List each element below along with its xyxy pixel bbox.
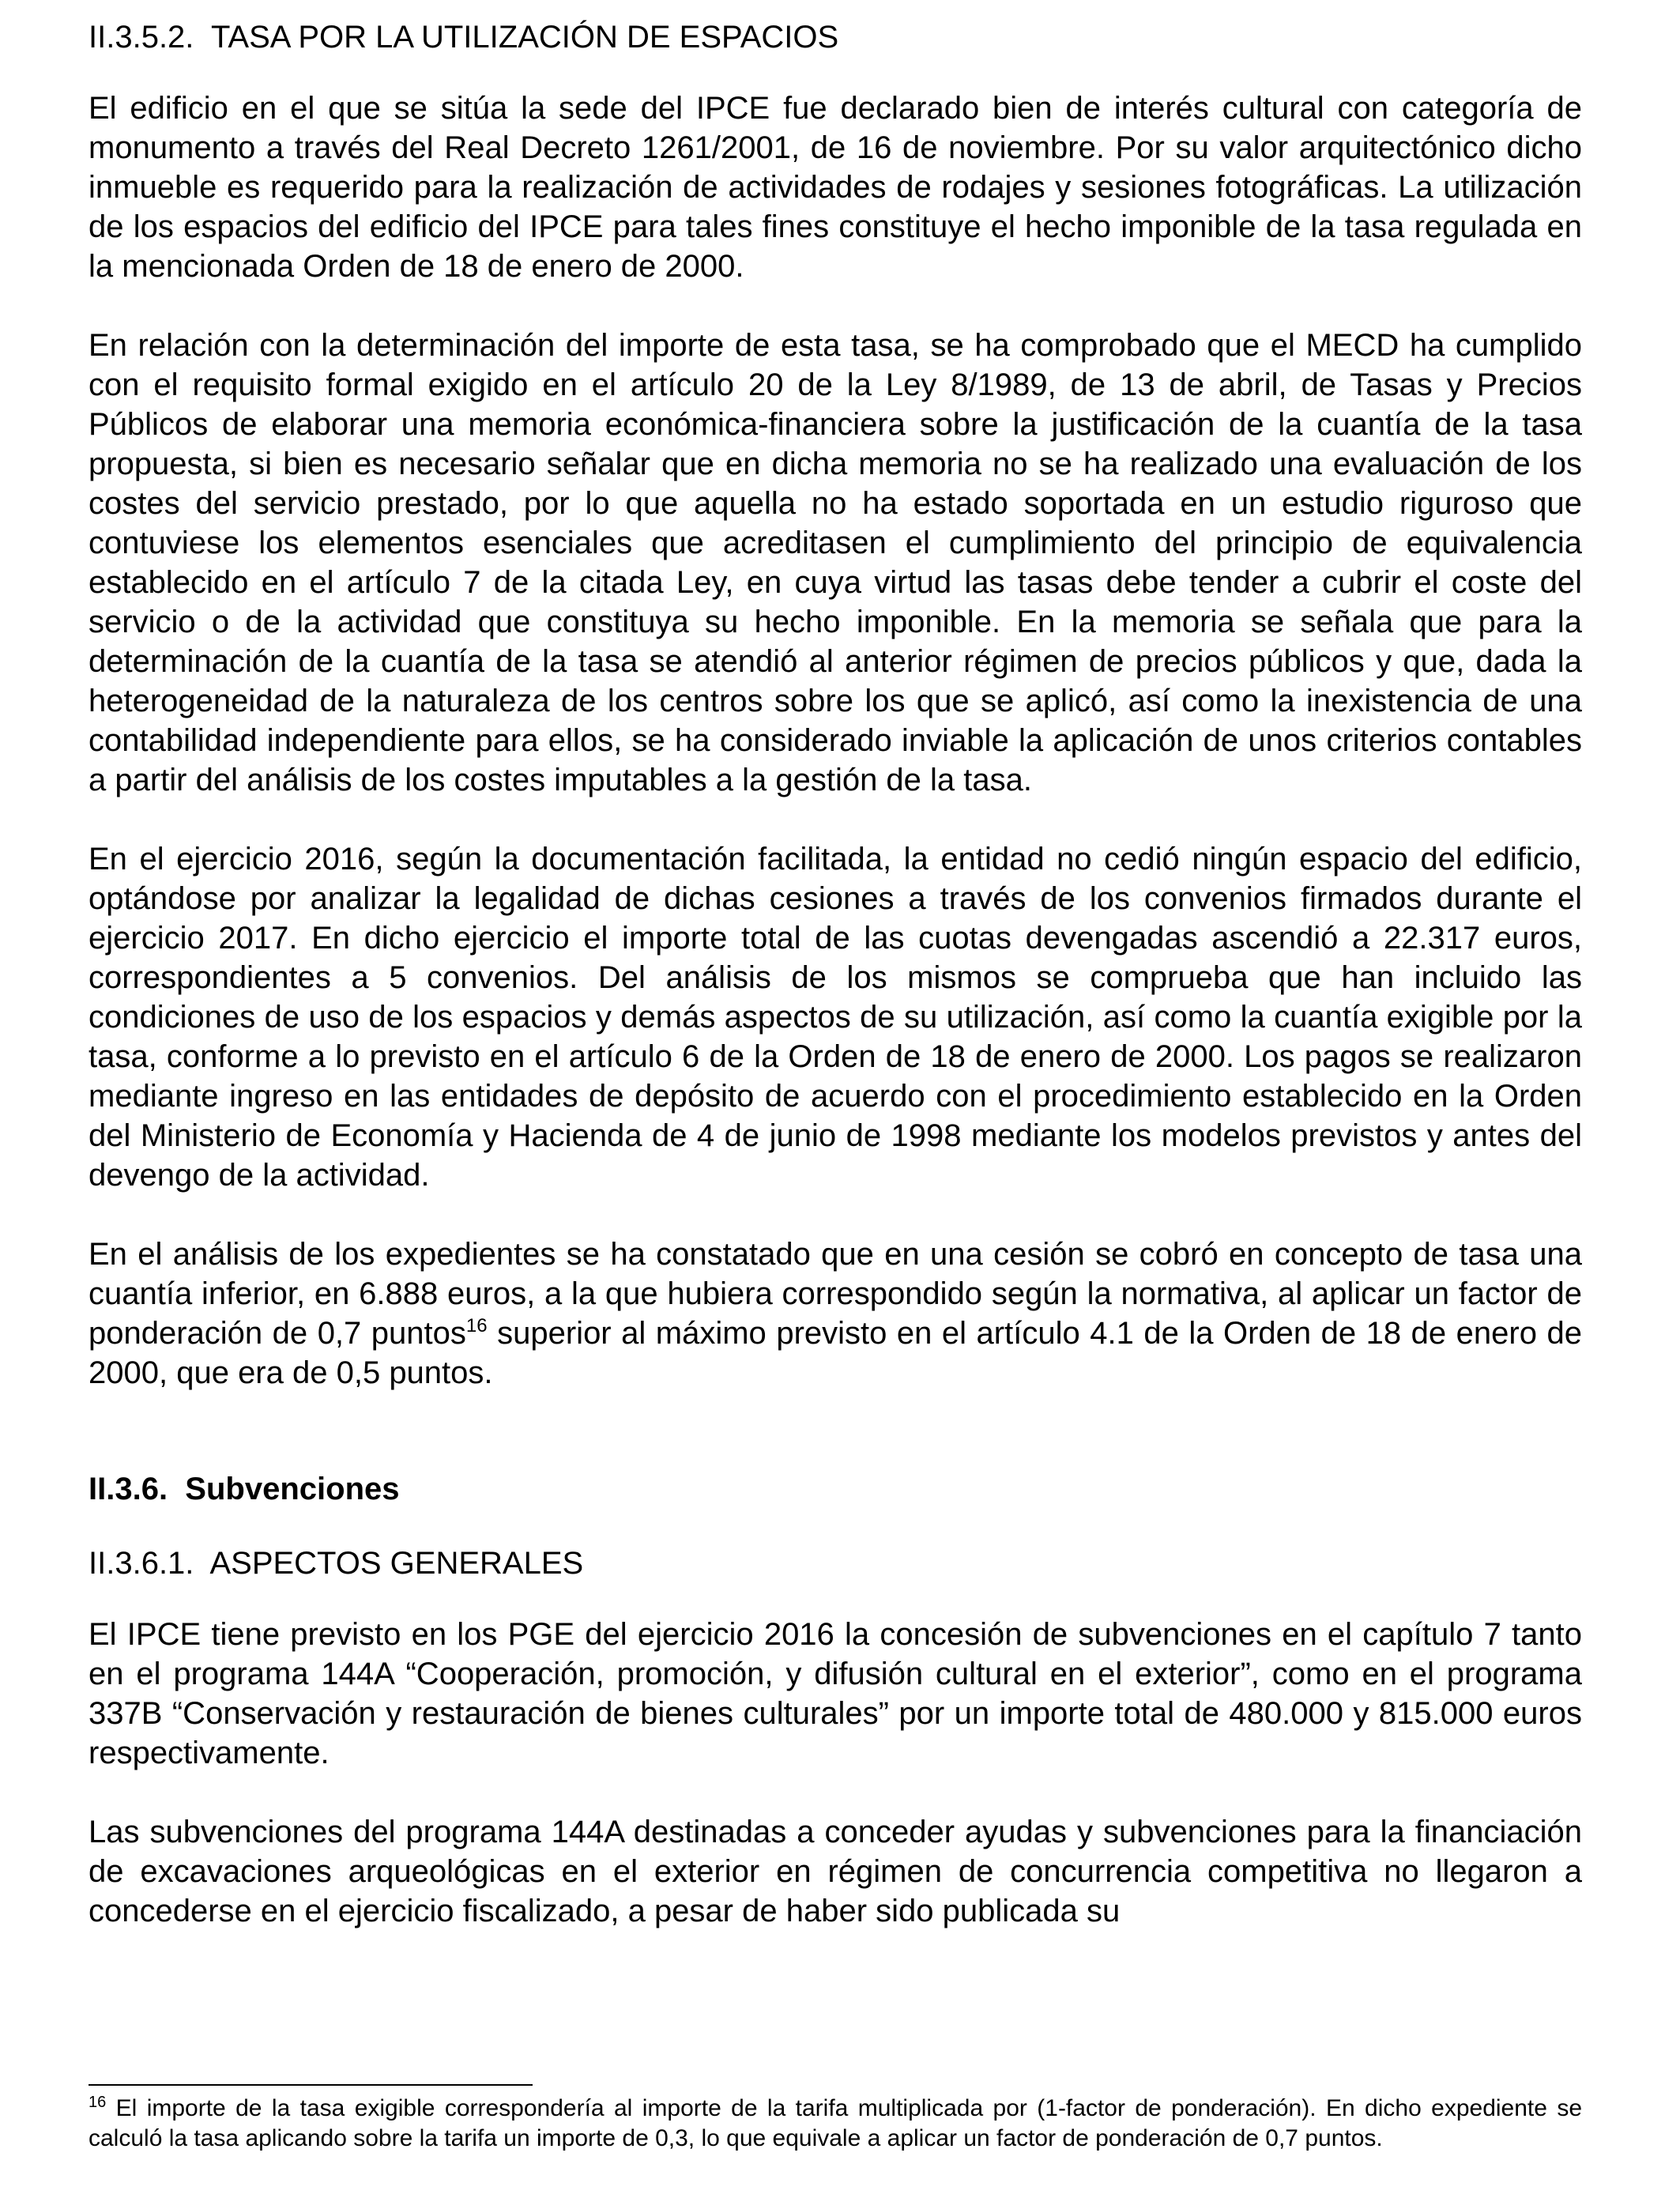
paragraph-fee-amount-determination: En relación con la determinación del importe de esta tasa, se ha comprobado que el MECD ha cumplido con el requisito formal exigido en el artículo 20 de la Ley 8/1989, de 13 de abril, de Tasas y Precios Públicos de elaborar una memoria económica-financiera sobre la justificación de la cuantía de la tasa propuesta, si bien es necesario señalar que en dicha memoria no se ha realizado una evaluación de los costes del servicio prestado, por lo que aquella no ha estado soportada en un estudio riguroso que contuviese los elementos esenciales que acreditasen el cumplimiento del principio de equivalencia establecido en el artículo 7 de la citada Ley, en cuya virtud las tasas debe tender a cubrir el coste del servicio o de la actividad que constituya su hecho imponible. En la memoria se señala que para la determinación de la cuantía de la tasa se atendió al anterior régimen de precios públicos y que, dada la heterogeneidad de la naturaleza de los centros sobre los que se aplicó, así como la inexistencia de una contabilidad independiente para ellos, se ha considerado inviable la aplicación de unos criterios contables a partir del análisis de los costes imputables a la gestión de la tasa. xyxy=(89,328,1582,797)
paragraph-expedientes-analysis xyxy=(89,1235,1582,1393)
paragraph-2016-exercise: En el ejercicio 2016, según la documentación facilitada, la entidad no cedió ningún espacio del edificio, optándose por analizar la legalidad de dichas cesiones a través de los convenios firmados durante el ejercicio 2017. En dicho ejercicio el importe total de las cuotas devengadas ascendió a 22.317 euros, correspondientes a 5 convenios. Del análisis de los mismos se comprueba que han incluido las condiciones de uso de los espacios y demás aspectos de su utilización, así como la cuantía exigible por la tasa, conforme a lo previsto en el artículo 6 de la Orden de 18 de enero de 2000. Los pagos se realizaron mediante ingreso en las entidades de depósito de acuerdo con el procedimiento establecido en la Orden del Ministerio de Economía y Hacienda de 4 de junio de 1998 mediante los modelos previstos y antes del devengo de la actividad. xyxy=(89,842,1582,1193)
footnote-text: El importe de la tasa exigible correspondería al importe de la tarifa multiplicada por (1-factor de ponderación). En dicho expediente se calculó la tasa aplicando sobre la tarifa un importe de 0,3, lo que equivale a aplicar un factor de ponderación de 0,7 puntos. xyxy=(89,2095,1582,2151)
paragraph-text: superior al máximo previsto en el artículo 4.1 de la Orden de 18 de enero de 2000, que era de 0,5 puntos. xyxy=(89,1316,1582,1390)
page-content xyxy=(89,17,1582,1931)
spacer xyxy=(89,57,1582,89)
footnote-number: 16 xyxy=(89,2094,107,2111)
paragraph-ipce-building: El edificio en el que se sitúa la sede del IPCE fue declarado bien de interés cultural con categoría de monumento a través del Real Decreto 1261/2001, de 16 de noviembre. Por su valor arquitectónico dicho inmueble es requerido para la realización de actividades de rodajes y sesiones fotográficas. La utilización de los espacios del edificio del IPCE para tales fines constituye el hecho imponible de la tasa regulada en la mencionada Orden de 18 de enero de 2000. xyxy=(89,91,1582,284)
spacer xyxy=(89,1393,1582,1469)
paragraph-subsidies-pge: El IPCE tiene previsto en los PGE del ejercicio 2016 la concesión de subvenciones en el capítulo 7 tanto en el programa 144A “Cooperación, promoción, y difusión cultural en el exterior”, como en el programa 337B “Conservación y restauración de bienes culturales” por un importe total de 480.000 y 815.000 euros respectivamente. xyxy=(89,1617,1582,1770)
footnote-16 xyxy=(89,2094,1582,2154)
spacer xyxy=(89,1509,1582,1544)
section-title: TASA POR LA UTILIZACIÓN DE ESPACIOS xyxy=(210,20,839,55)
section-number: II.3.5.2. xyxy=(89,20,194,55)
paragraph-program-144a: Las subvenciones del programa 144A destinadas a conceder ayudas y subvenciones para la financiación de excavaciones arqueológicas en el exterior en régimen de concurrencia competitiva no llegaron a concederse en el ejercicio fiscalizado, a pesar de haber sido publicada su xyxy=(89,1815,1582,1928)
spacer xyxy=(89,1773,1582,1812)
section-number: II.3.6.1. xyxy=(89,1546,194,1581)
spacer xyxy=(89,800,1582,839)
section-title: ASPECTOS GENERALES xyxy=(209,1546,584,1581)
section-heading-ii-3-5-2 xyxy=(89,17,1582,57)
section-heading-ii-3-6 xyxy=(89,1469,1582,1509)
section-title: Subvenciones xyxy=(185,1472,400,1506)
spacer xyxy=(89,286,1582,326)
spacer xyxy=(89,1195,1582,1235)
section-heading-ii-3-6-1 xyxy=(89,1544,1582,1583)
footnote-separator xyxy=(89,2084,533,2086)
paragraph-text: En el análisis de los expedientes se ha constatado que en una cesión se cobró en concepto de tasa una cuantía inferior, en 6.888 euros, a la que hubiera correspondido según la normativa, al aplicar un factor de ponderación de 0,7 puntos xyxy=(89,1237,1582,1351)
spacer xyxy=(89,1583,1582,1615)
footnote-reference[interactable]: 16 xyxy=(465,1315,488,1336)
section-number: II.3.6. xyxy=(89,1472,168,1506)
